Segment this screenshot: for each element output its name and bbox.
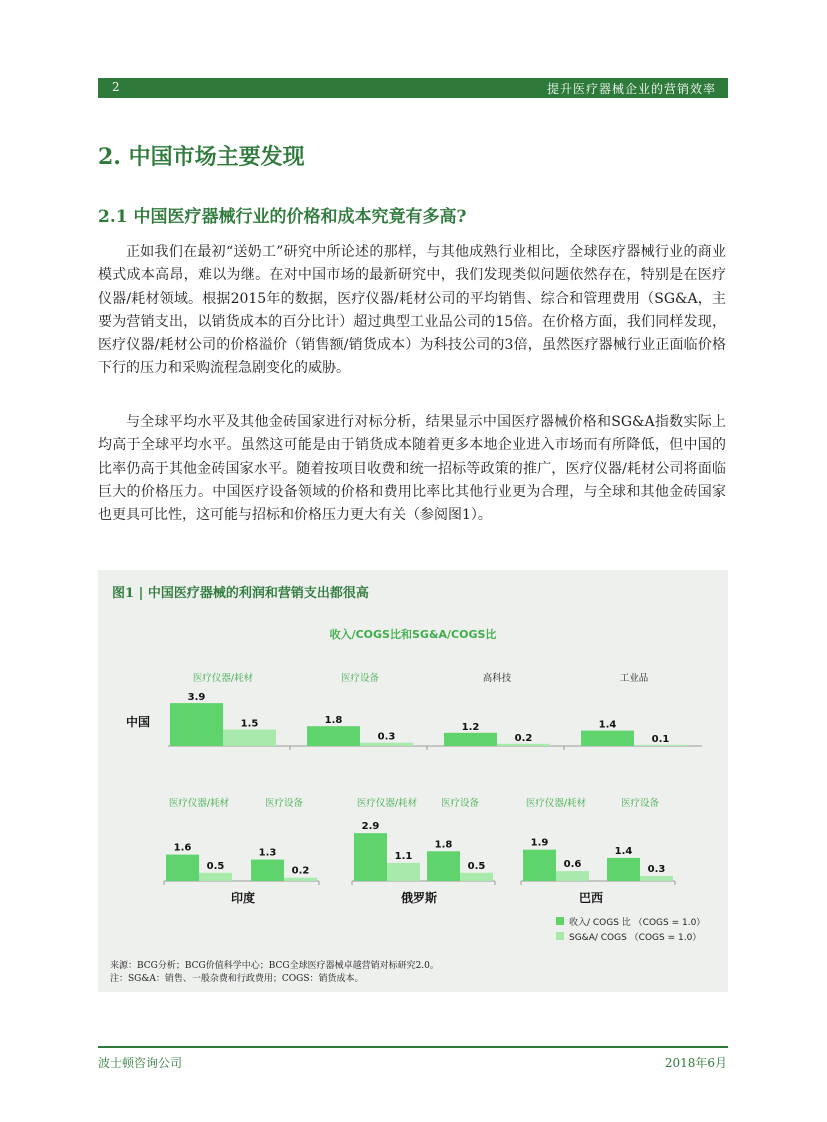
country-category-label: 医疗设备 xyxy=(264,798,304,809)
country-sga-bar xyxy=(556,871,589,881)
china-sga-bar xyxy=(634,745,687,746)
country-sga-bar xyxy=(387,863,420,881)
country-label: 俄罗斯 xyxy=(400,891,438,905)
legend-label-revenue: 收入/ COGS 比 （COGS = 1.0） xyxy=(569,918,706,928)
country-sga-value: 0.3 xyxy=(647,864,666,876)
china-sga-bar xyxy=(360,743,413,746)
country-sga-bar xyxy=(460,873,493,881)
country-sga-bar xyxy=(284,878,317,881)
legend-swatch-sga xyxy=(556,932,564,940)
figure-source: 来源：BCG分析；BCG价值科学中心；BCG全球医疗器械卓越营销对标研究2.0。 xyxy=(110,961,439,971)
china-revenue-bar xyxy=(170,703,223,746)
country-category-label: 医疗仪器/耗材 xyxy=(356,798,418,809)
footer-divider xyxy=(98,1046,728,1048)
country-revenue-value: 2.9 xyxy=(361,821,380,833)
country-revenue-bar xyxy=(354,833,387,881)
china-revenue-bar xyxy=(444,733,497,746)
china-category-label: 医疗仪器/耗材 xyxy=(192,673,254,684)
country-label: 巴西 xyxy=(578,891,604,905)
header-bar xyxy=(98,78,728,98)
footer-publisher: 波士顿咨询公司 xyxy=(98,1056,183,1070)
china-sga-bar xyxy=(223,730,276,747)
country-sga-bar xyxy=(640,876,673,881)
country-sga-value: 0.5 xyxy=(206,860,225,872)
country-revenue-value: 1.9 xyxy=(530,837,549,849)
country-sga-value: 0.2 xyxy=(291,865,310,877)
china-revenue-bar xyxy=(307,726,360,746)
country-label: 印度 xyxy=(230,891,256,905)
china-revenue-bar xyxy=(581,731,634,746)
country-revenue-value: 1.6 xyxy=(173,842,192,854)
country-revenue-bar xyxy=(427,851,460,881)
section-title: 2. 中国市场主要发现 xyxy=(98,144,305,170)
running-title: 提升医疗器械企业的营销效率 xyxy=(546,82,716,96)
country-category-label: 医疗设备 xyxy=(620,798,660,809)
country-category-label: 医疗仪器/耗材 xyxy=(525,798,587,809)
country-category-label: 医疗仪器/耗材 xyxy=(168,798,230,809)
country-category-label: 医疗设备 xyxy=(440,798,480,809)
country-revenue-bar xyxy=(166,855,199,881)
country-revenue-bar xyxy=(523,850,556,881)
paragraph-1: 正如我们在最初“送奶工”研究中所论述的那样，与其他成熟行业相比，全球医疗器械行业的商业模式成本高昂，难以为继。在对中国市场的最新研究中，我们发现类似问题依然存在，特别是在医疗仪器/耗材领域。根据2015年的数据，医疗仪器/耗材公司的平均销售、综合和管理费用（SG&A，主要为营销支出，以销货成本的百分比计）超过典型工业品公司的15倍。在价格方面，我们同样发现，医疗仪器/耗材公司的价格溢价（销售额/销货成本）为科技公司的3倍，虽然医疗器械行业正面临价格下行的压力和采购流程急剧变化的威胁。 xyxy=(98,244,726,377)
figure-panel xyxy=(98,570,728,992)
china-category-label: 工业品 xyxy=(619,673,649,684)
china-revenue-value: 1.2 xyxy=(461,721,480,733)
china-revenue-value: 1.8 xyxy=(324,715,343,727)
legend-swatch-revenue xyxy=(556,917,564,925)
chart-title: 收入/COGS比和SG&A/COGS比 xyxy=(329,628,497,641)
country-revenue-value: 1.8 xyxy=(434,839,453,851)
footer-date: 2018年6月 xyxy=(664,1056,727,1070)
paragraph-2: 与全球平均水平及其他金砖国家进行对标分析，结果显示中国医疗器械价格和SG&A指数实际上均高于全球平均水平。虽然这可能是由于销货成本随着更多本地企业进入市场而有所降低，但中国的比率仍高于其他金砖国家水平。随着按项目收费和统一招标等政策的推广，医疗仪器/耗材公司将面临巨大的价格压力。中国医疗设备领域的价格和费用比率比其他行业更为合理，与全球和其他金砖国家也更具可比性，这可能与招标和价格压力更大有关（参阅图1）。 xyxy=(98,414,726,524)
china-row-label: 中国 xyxy=(125,715,151,729)
china-category-label: 医疗设备 xyxy=(340,673,380,684)
subsection-title: 2.1 中国医疗器械行业的价格和成本究竟有多高? xyxy=(98,207,467,227)
figure-note: 注：SG&A：销售、一般杂费和行政费用；COGS：销货成本。 xyxy=(110,974,364,984)
china-sga-bar xyxy=(497,744,550,746)
country-revenue-value: 1.4 xyxy=(614,845,633,857)
china-sga-value: 0.3 xyxy=(377,731,396,743)
china-sga-value: 1.5 xyxy=(240,718,259,730)
country-revenue-bar xyxy=(251,860,284,881)
country-sga-value: 0.6 xyxy=(563,859,582,871)
country-revenue-value: 1.3 xyxy=(258,847,277,859)
legend-label-sga: SG&A/ COGS （COGS = 1.0） xyxy=(569,933,702,943)
china-sga-value: 0.2 xyxy=(514,732,533,744)
china-sga-value: 0.1 xyxy=(651,733,670,745)
china-revenue-value: 3.9 xyxy=(187,692,206,704)
page-number: 2 xyxy=(112,80,120,94)
country-sga-bar xyxy=(199,873,232,881)
country-sga-value: 1.1 xyxy=(394,850,413,862)
country-revenue-bar xyxy=(607,858,640,881)
figure-chart xyxy=(98,570,728,992)
china-category-label: 高科技 xyxy=(482,673,512,684)
figure-title: 图1 | 中国医疗器械的利润和营销支出都很高 xyxy=(112,586,369,601)
china-revenue-value: 1.4 xyxy=(598,719,617,731)
country-sga-value: 0.5 xyxy=(467,860,486,872)
